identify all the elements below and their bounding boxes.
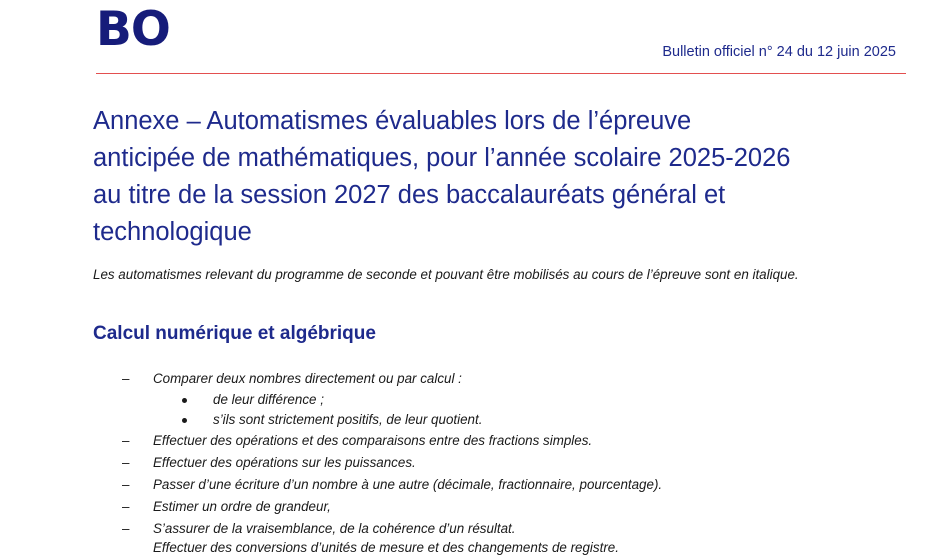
list-item	[0, 430, 952, 452]
dash-marker: –	[122, 433, 130, 448]
list-item-text: S’assurer de la vraisemblance, de la cohérence d’un résultat.	[153, 521, 516, 536]
title-line: au titre de la session 2027 des baccalauréats général et	[93, 181, 726, 209]
list-item-text: Passer d’une écriture d’un nombre à une autre (décimale, fractionnaire, pourcentage).	[153, 477, 663, 492]
dash-marker: –	[122, 521, 130, 536]
sub-list-item	[0, 390, 952, 410]
automatismes-list	[0, 368, 952, 540]
dash-marker: –	[122, 477, 130, 492]
dash-marker: –	[122, 455, 130, 470]
list-item	[0, 474, 952, 496]
truncated-list-item	[153, 537, 733, 557]
bullet-marker	[182, 418, 187, 423]
list-item-text: Comparer deux nombres directement ou par calcul :	[153, 371, 462, 386]
annexe-title	[93, 103, 923, 251]
title-line: anticipée de mathématiques, pour l’année scolaire 2025-2026	[93, 144, 791, 172]
dash-marker: –	[122, 499, 130, 514]
section-heading: Calcul numérique et algébrique	[93, 323, 376, 344]
list-item-text: Effectuer des opérations et des comparaisons entre des fractions simples.	[153, 433, 593, 448]
sub-list-item-text: s’ils sont strictement positifs, de leur quotient.	[213, 412, 483, 427]
list-item	[0, 496, 952, 518]
truncated-list-item-text: Effectuer des conversions d’unités de mesure et des changements de registre.	[153, 540, 619, 555]
sub-list-item	[0, 410, 952, 430]
list-item-text: Effectuer des opérations sur les puissances.	[153, 455, 416, 470]
intro-note: Les automatismes relevant du programme de seconde et pouvant être mobilisés au cours de l’épreuve sont en italique.	[93, 267, 799, 282]
title-line: Annexe – Automatismes évaluables lors de l’épreuve	[93, 107, 692, 135]
dash-marker: –	[122, 371, 130, 386]
list-item	[0, 452, 952, 474]
title-line: technologique	[93, 218, 252, 246]
bo-logo: BO	[96, 2, 170, 57]
bulletin-reference: Bulletin officiel n° 24 du 12 juin 2025	[662, 44, 896, 60]
list-item-text: Estimer un ordre de grandeur,	[153, 499, 331, 514]
sub-list-item-text: de leur différence ;	[213, 392, 324, 407]
list-item	[0, 368, 952, 390]
header-divider	[96, 73, 906, 74]
bullet-marker	[182, 398, 187, 403]
